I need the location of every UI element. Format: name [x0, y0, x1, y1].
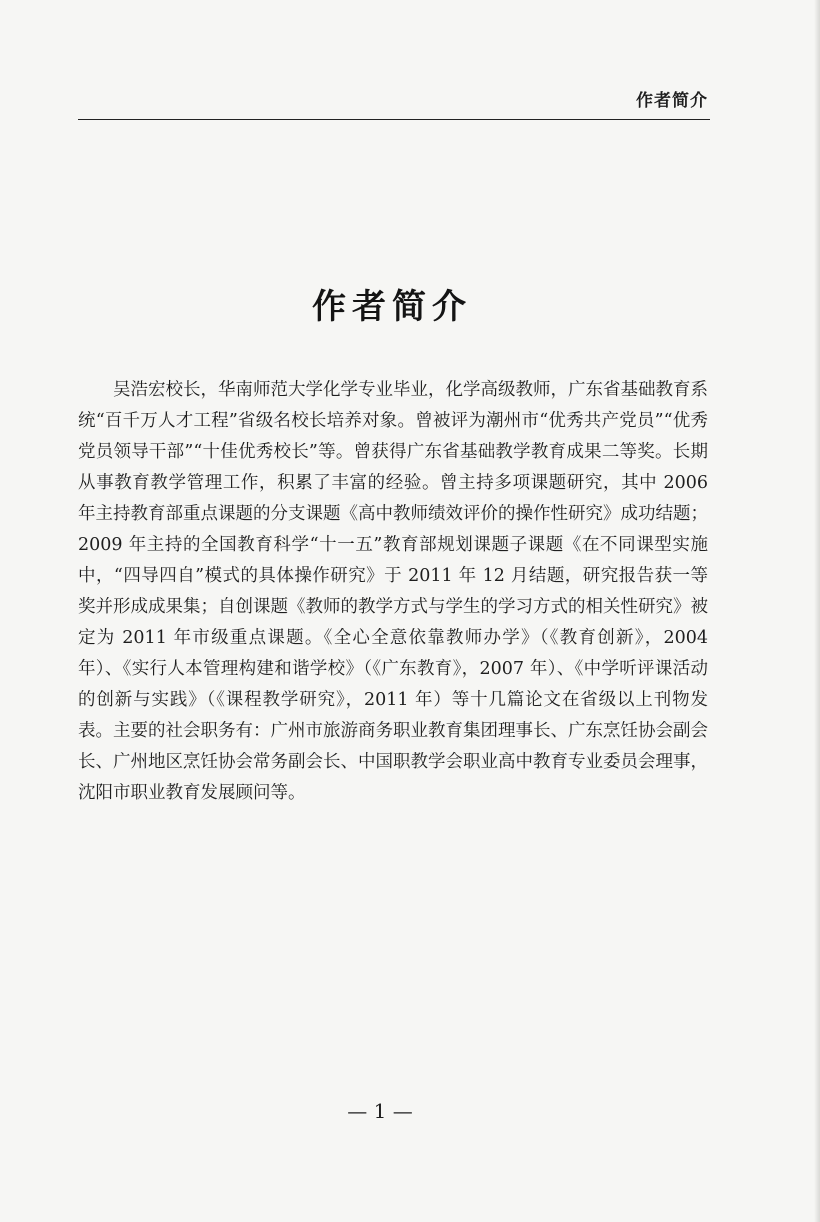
scan-edge: [814, 0, 820, 1222]
page-number: — 1 —: [347, 1099, 413, 1123]
page-title: 作者简介: [312, 287, 472, 327]
header-rule: [78, 119, 710, 120]
running-header: 作者简介: [636, 91, 708, 111]
author-bio-paragraph: 吴浩宏校长，华南师范大学化学专业毕业，化学高级教师，广东省基础教育系统“百千万人才工程”省级名校长培养对象。曾被评为潮州市“优秀共产党员”“优秀党员领导干部”“十佳优秀校长”等。曾获得广东省基础教学教育成果二等奖。长期从事教育教学管理工作，积累了丰富的经验。曾主持多项课题研究，其中 2006 年主持教育部重点课题的分支课题《高中教师绩效评价的操作性研究》成功结题；2009 年主持的全国教育科学“十一五”教育部规划课题子课题《在不同课型实施中，“四导四自”模式的具体操作研究》于 2011 年 12 月结题，研究报告获一等奖并形成成果集；自创课题《教师的教学方式与学生的学习方式的相关性研究》被定为 2011 年市级重点课题。《全心全意依靠教师办学》（《教育创新》，2004 年）、《实行人本管理构建和谐学校》（《广东教育》，2007 年）、《中学听评课活动的创新与实践》（《课程教学研究》，2011 年）等十几篇论文在省级以上刊物发表。主要的社会职务有：广州市旅游商务职业教育集团理事长、广东烹饪协会副会长、广州地区烹饪协会常务副会长、中国职教学会职业高中教育专业委员会理事，沈阳市职业教育发展顾问等。: [78, 380, 708, 803]
